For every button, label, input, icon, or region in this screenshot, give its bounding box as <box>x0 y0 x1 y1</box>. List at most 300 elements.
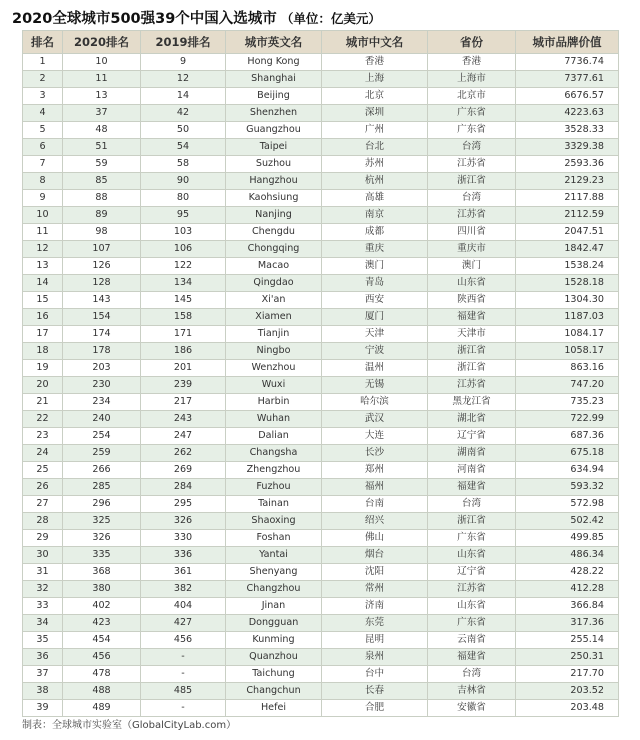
province-cell: 上海市 <box>428 71 516 88</box>
province-cell: 福建省 <box>428 309 516 326</box>
brand-value-cell: 863.16 <box>516 360 619 377</box>
city-english-cell: Macao <box>226 258 322 275</box>
rank-2019-cell: 95 <box>141 207 226 224</box>
province-cell: 香港 <box>428 54 516 71</box>
city-english-cell: Hefei <box>226 700 322 717</box>
brand-value-cell: 6676.57 <box>516 88 619 105</box>
brand-value-cell: 735.23 <box>516 394 619 411</box>
rank-2019-cell: 269 <box>141 462 226 479</box>
table-row <box>23 632 619 649</box>
province-cell: 浙江省 <box>428 513 516 530</box>
province-cell: 福建省 <box>428 479 516 496</box>
table-row <box>23 275 619 292</box>
city-chinese-cell: 上海 <box>322 71 428 88</box>
brand-value-cell: 203.52 <box>516 683 619 700</box>
province-cell: 台湾 <box>428 666 516 683</box>
rank-2019-cell: 12 <box>141 71 226 88</box>
table-row <box>23 428 619 445</box>
city-chinese-cell: 宁波 <box>322 343 428 360</box>
rank-cell: 9 <box>23 190 63 207</box>
rank-cell: 8 <box>23 173 63 190</box>
header-brand-value: 城市品牌价值 <box>516 31 619 54</box>
province-cell: 台湾 <box>428 139 516 156</box>
rank-2019-cell: - <box>141 700 226 717</box>
brand-value-cell: 7377.61 <box>516 71 619 88</box>
rank-cell: 10 <box>23 207 63 224</box>
city-chinese-cell: 高雄 <box>322 190 428 207</box>
table-row <box>23 343 619 360</box>
table-row <box>23 581 619 598</box>
brand-value-cell: 217.70 <box>516 666 619 683</box>
province-cell: 山东省 <box>428 598 516 615</box>
rank-cell: 28 <box>23 513 63 530</box>
rank-cell: 17 <box>23 326 63 343</box>
brand-value-cell: 3329.38 <box>516 139 619 156</box>
city-chinese-cell: 南京 <box>322 207 428 224</box>
province-cell: 江苏省 <box>428 581 516 598</box>
table-row <box>23 224 619 241</box>
province-cell: 安徽省 <box>428 700 516 717</box>
rank-cell: 16 <box>23 309 63 326</box>
city-chinese-cell: 杭州 <box>322 173 428 190</box>
city-chinese-cell: 澳门 <box>322 258 428 275</box>
city-chinese-cell: 昆明 <box>322 632 428 649</box>
city-english-cell: Quanzhou <box>226 649 322 666</box>
city-chinese-cell: 沈阳 <box>322 564 428 581</box>
rank-2019-cell: 243 <box>141 411 226 428</box>
city-chinese-cell: 无锡 <box>322 377 428 394</box>
rank-2020-cell: 10 <box>63 54 141 71</box>
rank-2019-cell: 9 <box>141 54 226 71</box>
city-chinese-cell: 东莞 <box>322 615 428 632</box>
province-cell: 台湾 <box>428 496 516 513</box>
rank-2020-cell: 325 <box>63 513 141 530</box>
city-chinese-cell: 绍兴 <box>322 513 428 530</box>
city-english-cell: Tainan <box>226 496 322 513</box>
brand-value-cell: 593.32 <box>516 479 619 496</box>
rank-cell: 1 <box>23 54 63 71</box>
province-cell: 吉林省 <box>428 683 516 700</box>
brand-value-cell: 2129.23 <box>516 173 619 190</box>
rank-2020-cell: 13 <box>63 88 141 105</box>
rank-2020-cell: 454 <box>63 632 141 649</box>
city-english-cell: Wenzhou <box>226 360 322 377</box>
city-english-cell: Fuzhou <box>226 479 322 496</box>
rank-2020-cell: 37 <box>63 105 141 122</box>
header-province: 省份 <box>428 31 516 54</box>
city-chinese-cell: 台北 <box>322 139 428 156</box>
table-row <box>23 445 619 462</box>
table-row <box>23 462 619 479</box>
rank-2019-cell: 158 <box>141 309 226 326</box>
rank-2020-cell: 234 <box>63 394 141 411</box>
brand-value-cell: 1058.17 <box>516 343 619 360</box>
rank-2020-cell: 88 <box>63 190 141 207</box>
province-cell: 广东省 <box>428 615 516 632</box>
province-cell: 黑龙江省 <box>428 394 516 411</box>
rank-2019-cell: 262 <box>141 445 226 462</box>
table-row <box>23 479 619 496</box>
table-row <box>23 360 619 377</box>
province-cell: 湖南省 <box>428 445 516 462</box>
rank-2019-cell: 186 <box>141 343 226 360</box>
brand-value-cell: 4223.63 <box>516 105 619 122</box>
rank-2020-cell: 143 <box>63 292 141 309</box>
rank-cell: 31 <box>23 564 63 581</box>
rank-cell: 27 <box>23 496 63 513</box>
province-cell: 天津市 <box>428 326 516 343</box>
city-english-cell: Kunming <box>226 632 322 649</box>
province-cell: 山东省 <box>428 275 516 292</box>
rank-cell: 15 <box>23 292 63 309</box>
rank-2020-cell: 48 <box>63 122 141 139</box>
city-english-cell: Shaoxing <box>226 513 322 530</box>
rank-2019-cell: 217 <box>141 394 226 411</box>
city-english-cell: Hong Kong <box>226 54 322 71</box>
rank-2019-cell: - <box>141 649 226 666</box>
source-note: 制表：全球城市实验室（GlobalCityLab.com） <box>22 720 237 731</box>
province-cell: 河南省 <box>428 462 516 479</box>
rank-2019-cell: 404 <box>141 598 226 615</box>
rank-2019-cell: 134 <box>141 275 226 292</box>
table-row <box>23 700 619 717</box>
table-row <box>23 71 619 88</box>
brand-value-cell: 2117.88 <box>516 190 619 207</box>
city-chinese-cell: 香港 <box>322 54 428 71</box>
table-row <box>23 292 619 309</box>
city-english-cell: Jinan <box>226 598 322 615</box>
rank-2019-cell: 201 <box>141 360 226 377</box>
province-cell: 重庆市 <box>428 241 516 258</box>
rank-2019-cell: 54 <box>141 139 226 156</box>
rank-2020-cell: 423 <box>63 615 141 632</box>
rank-2020-cell: 126 <box>63 258 141 275</box>
rank-2019-cell: 336 <box>141 547 226 564</box>
city-english-cell: Yantai <box>226 547 322 564</box>
city-chinese-cell: 台中 <box>322 666 428 683</box>
brand-value-cell: 502.42 <box>516 513 619 530</box>
table-body <box>23 54 619 717</box>
table-row <box>23 258 619 275</box>
city-english-cell: Xi'an <box>226 292 322 309</box>
rank-cell: 22 <box>23 411 63 428</box>
table-row <box>23 156 619 173</box>
rank-cell: 5 <box>23 122 63 139</box>
brand-value-cell: 634.94 <box>516 462 619 479</box>
rank-cell: 26 <box>23 479 63 496</box>
rank-2020-cell: 326 <box>63 530 141 547</box>
rank-2020-cell: 98 <box>63 224 141 241</box>
city-english-cell: Suzhou <box>226 156 322 173</box>
rank-2019-cell: 239 <box>141 377 226 394</box>
city-english-cell: Shanghai <box>226 71 322 88</box>
province-cell: 山东省 <box>428 547 516 564</box>
brand-value-cell: 722.99 <box>516 411 619 428</box>
brand-value-cell: 366.84 <box>516 598 619 615</box>
province-cell: 辽宁省 <box>428 564 516 581</box>
rank-2020-cell: 174 <box>63 326 141 343</box>
table-row <box>23 513 619 530</box>
city-chinese-cell: 长春 <box>322 683 428 700</box>
city-chinese-cell: 常州 <box>322 581 428 598</box>
city-chinese-cell: 哈尔滨 <box>322 394 428 411</box>
province-cell: 浙江省 <box>428 343 516 360</box>
city-chinese-cell: 郑州 <box>322 462 428 479</box>
brand-value-cell: 1538.24 <box>516 258 619 275</box>
city-chinese-cell: 青岛 <box>322 275 428 292</box>
city-chinese-cell: 温州 <box>322 360 428 377</box>
brand-value-cell: 1528.18 <box>516 275 619 292</box>
rank-cell: 18 <box>23 343 63 360</box>
city-chinese-cell: 长沙 <box>322 445 428 462</box>
brand-value-cell: 412.28 <box>516 581 619 598</box>
brand-value-cell: 7736.74 <box>516 54 619 71</box>
rank-2019-cell: 80 <box>141 190 226 207</box>
city-english-cell: Harbin <box>226 394 322 411</box>
brand-value-cell: 675.18 <box>516 445 619 462</box>
rank-cell: 32 <box>23 581 63 598</box>
city-english-cell: Chongqing <box>226 241 322 258</box>
table-row <box>23 309 619 326</box>
table-row <box>23 139 619 156</box>
table-row <box>23 173 619 190</box>
city-english-cell: Zhengzhou <box>226 462 322 479</box>
province-cell: 广东省 <box>428 122 516 139</box>
rank-2020-cell: 59 <box>63 156 141 173</box>
rank-2019-cell: 485 <box>141 683 226 700</box>
rank-2019-cell: 361 <box>141 564 226 581</box>
rank-cell: 7 <box>23 156 63 173</box>
header-city-english: 城市英文名 <box>226 31 322 54</box>
city-chinese-cell: 合肥 <box>322 700 428 717</box>
rank-cell: 12 <box>23 241 63 258</box>
rank-cell: 38 <box>23 683 63 700</box>
brand-value-cell: 317.36 <box>516 615 619 632</box>
city-chinese-cell: 苏州 <box>322 156 428 173</box>
rank-cell: 33 <box>23 598 63 615</box>
city-english-cell: Dalian <box>226 428 322 445</box>
brand-value-cell: 499.85 <box>516 530 619 547</box>
city-english-cell: Changzhou <box>226 581 322 598</box>
rank-2020-cell: 478 <box>63 666 141 683</box>
province-cell: 台湾 <box>428 190 516 207</box>
rank-2019-cell: 456 <box>141 632 226 649</box>
rank-2020-cell: 488 <box>63 683 141 700</box>
city-chinese-cell: 武汉 <box>322 411 428 428</box>
province-cell: 福建省 <box>428 649 516 666</box>
province-cell: 江苏省 <box>428 377 516 394</box>
city-chinese-cell: 济南 <box>322 598 428 615</box>
rank-2019-cell: 106 <box>141 241 226 258</box>
city-chinese-cell: 重庆 <box>322 241 428 258</box>
rank-2020-cell: 456 <box>63 649 141 666</box>
province-cell: 江苏省 <box>428 207 516 224</box>
province-cell: 云南省 <box>428 632 516 649</box>
city-chinese-cell: 西安 <box>322 292 428 309</box>
table-row <box>23 615 619 632</box>
rank-cell: 37 <box>23 666 63 683</box>
rank-cell: 36 <box>23 649 63 666</box>
brand-value-cell: 486.34 <box>516 547 619 564</box>
brand-value-cell: 572.98 <box>516 496 619 513</box>
rank-cell: 21 <box>23 394 63 411</box>
table-row <box>23 122 619 139</box>
rank-2020-cell: 51 <box>63 139 141 156</box>
city-english-cell: Tianjin <box>226 326 322 343</box>
city-english-cell: Beijing <box>226 88 322 105</box>
rank-2019-cell: 427 <box>141 615 226 632</box>
province-cell: 广东省 <box>428 105 516 122</box>
table-row <box>23 564 619 581</box>
province-cell: 浙江省 <box>428 173 516 190</box>
table-row <box>23 394 619 411</box>
brand-value-cell: 747.20 <box>516 377 619 394</box>
rank-2020-cell: 380 <box>63 581 141 598</box>
city-english-cell: Nanjing <box>226 207 322 224</box>
rank-2020-cell: 259 <box>63 445 141 462</box>
rank-2020-cell: 335 <box>63 547 141 564</box>
rank-cell: 23 <box>23 428 63 445</box>
province-cell: 澳门 <box>428 258 516 275</box>
rank-cell: 14 <box>23 275 63 292</box>
rank-cell: 13 <box>23 258 63 275</box>
city-english-cell: Xiamen <box>226 309 322 326</box>
province-cell: 辽宁省 <box>428 428 516 445</box>
rank-cell: 24 <box>23 445 63 462</box>
brand-value-cell: 203.48 <box>516 700 619 717</box>
province-cell: 江苏省 <box>428 156 516 173</box>
city-chinese-cell: 福州 <box>322 479 428 496</box>
city-chinese-cell: 天津 <box>322 326 428 343</box>
header-rank-2019: 2019排名 <box>141 31 226 54</box>
rank-2019-cell: 14 <box>141 88 226 105</box>
rank-2019-cell: 103 <box>141 224 226 241</box>
unit-note: （单位：亿美元） <box>280 11 381 26</box>
city-english-cell: Wuhan <box>226 411 322 428</box>
brand-value-cell: 687.36 <box>516 428 619 445</box>
rank-cell: 39 <box>23 700 63 717</box>
brand-value-cell: 1304.30 <box>516 292 619 309</box>
city-chinese-cell: 成都 <box>322 224 428 241</box>
table-row <box>23 649 619 666</box>
city-english-cell: Taipei <box>226 139 322 156</box>
brand-value-cell: 3528.33 <box>516 122 619 139</box>
table-row <box>23 190 619 207</box>
city-english-cell: Qingdao <box>226 275 322 292</box>
rank-2020-cell: 402 <box>63 598 141 615</box>
rank-2019-cell: 326 <box>141 513 226 530</box>
rank-cell: 20 <box>23 377 63 394</box>
rank-2020-cell: 254 <box>63 428 141 445</box>
rank-2019-cell: 247 <box>141 428 226 445</box>
province-cell: 浙江省 <box>428 360 516 377</box>
table-row <box>23 207 619 224</box>
rank-2020-cell: 154 <box>63 309 141 326</box>
brand-value-cell: 2593.36 <box>516 156 619 173</box>
table-row <box>23 683 619 700</box>
rank-cell: 25 <box>23 462 63 479</box>
rank-2020-cell: 230 <box>63 377 141 394</box>
rank-2019-cell: 295 <box>141 496 226 513</box>
city-chinese-cell: 泉州 <box>322 649 428 666</box>
city-chinese-cell: 佛山 <box>322 530 428 547</box>
rank-2019-cell: 284 <box>141 479 226 496</box>
table-row <box>23 105 619 122</box>
province-cell: 四川省 <box>428 224 516 241</box>
brand-value-cell: 2112.59 <box>516 207 619 224</box>
table-row <box>23 598 619 615</box>
rank-2020-cell: 368 <box>63 564 141 581</box>
table-header-row <box>23 31 619 54</box>
city-english-cell: Shenyang <box>226 564 322 581</box>
province-cell: 北京市 <box>428 88 516 105</box>
rank-cell: 34 <box>23 615 63 632</box>
table-row <box>23 547 619 564</box>
city-chinese-cell: 厦门 <box>322 309 428 326</box>
rank-cell: 30 <box>23 547 63 564</box>
rank-2020-cell: 266 <box>63 462 141 479</box>
table-row <box>23 530 619 547</box>
rank-2020-cell: 107 <box>63 241 141 258</box>
rank-2019-cell: 42 <box>141 105 226 122</box>
rank-2019-cell: 58 <box>141 156 226 173</box>
table-row <box>23 411 619 428</box>
city-chinese-cell: 台南 <box>322 496 428 513</box>
rank-2020-cell: 11 <box>63 71 141 88</box>
page-title <box>12 8 381 30</box>
table-row <box>23 54 619 71</box>
brand-value-cell: 2047.51 <box>516 224 619 241</box>
city-chinese-cell: 北京 <box>322 88 428 105</box>
rank-cell: 4 <box>23 105 63 122</box>
city-english-cell: Changsha <box>226 445 322 462</box>
rank-cell: 29 <box>23 530 63 547</box>
table-row <box>23 241 619 258</box>
rank-2019-cell: - <box>141 666 226 683</box>
brand-value-cell: 1187.03 <box>516 309 619 326</box>
rank-cell: 35 <box>23 632 63 649</box>
rank-2020-cell: 285 <box>63 479 141 496</box>
table-row <box>23 88 619 105</box>
rank-2019-cell: 382 <box>141 581 226 598</box>
city-english-cell: Taichung <box>226 666 322 683</box>
brand-value-cell: 250.31 <box>516 649 619 666</box>
city-english-cell: Wuxi <box>226 377 322 394</box>
city-chinese-cell: 大连 <box>322 428 428 445</box>
brand-value-cell: 428.22 <box>516 564 619 581</box>
rank-cell: 2 <box>23 71 63 88</box>
province-cell: 陕西省 <box>428 292 516 309</box>
city-english-cell: Ningbo <box>226 343 322 360</box>
rank-2020-cell: 296 <box>63 496 141 513</box>
rank-2020-cell: 178 <box>63 343 141 360</box>
city-english-cell: Hangzhou <box>226 173 322 190</box>
rank-2019-cell: 122 <box>141 258 226 275</box>
table-row <box>23 377 619 394</box>
rank-cell: 11 <box>23 224 63 241</box>
title-text: 2020全球城市500强39个中国入选城市 <box>12 11 277 27</box>
rank-2019-cell: 145 <box>141 292 226 309</box>
city-english-cell: Kaohsiung <box>226 190 322 207</box>
rank-2019-cell: 90 <box>141 173 226 190</box>
city-chinese-cell: 烟台 <box>322 547 428 564</box>
city-english-cell: Dongguan <box>226 615 322 632</box>
header-rank: 排名 <box>23 31 63 54</box>
header-city-chinese: 城市中文名 <box>322 31 428 54</box>
table-row <box>23 496 619 513</box>
header-rank-2020: 2020排名 <box>63 31 141 54</box>
rank-2020-cell: 89 <box>63 207 141 224</box>
